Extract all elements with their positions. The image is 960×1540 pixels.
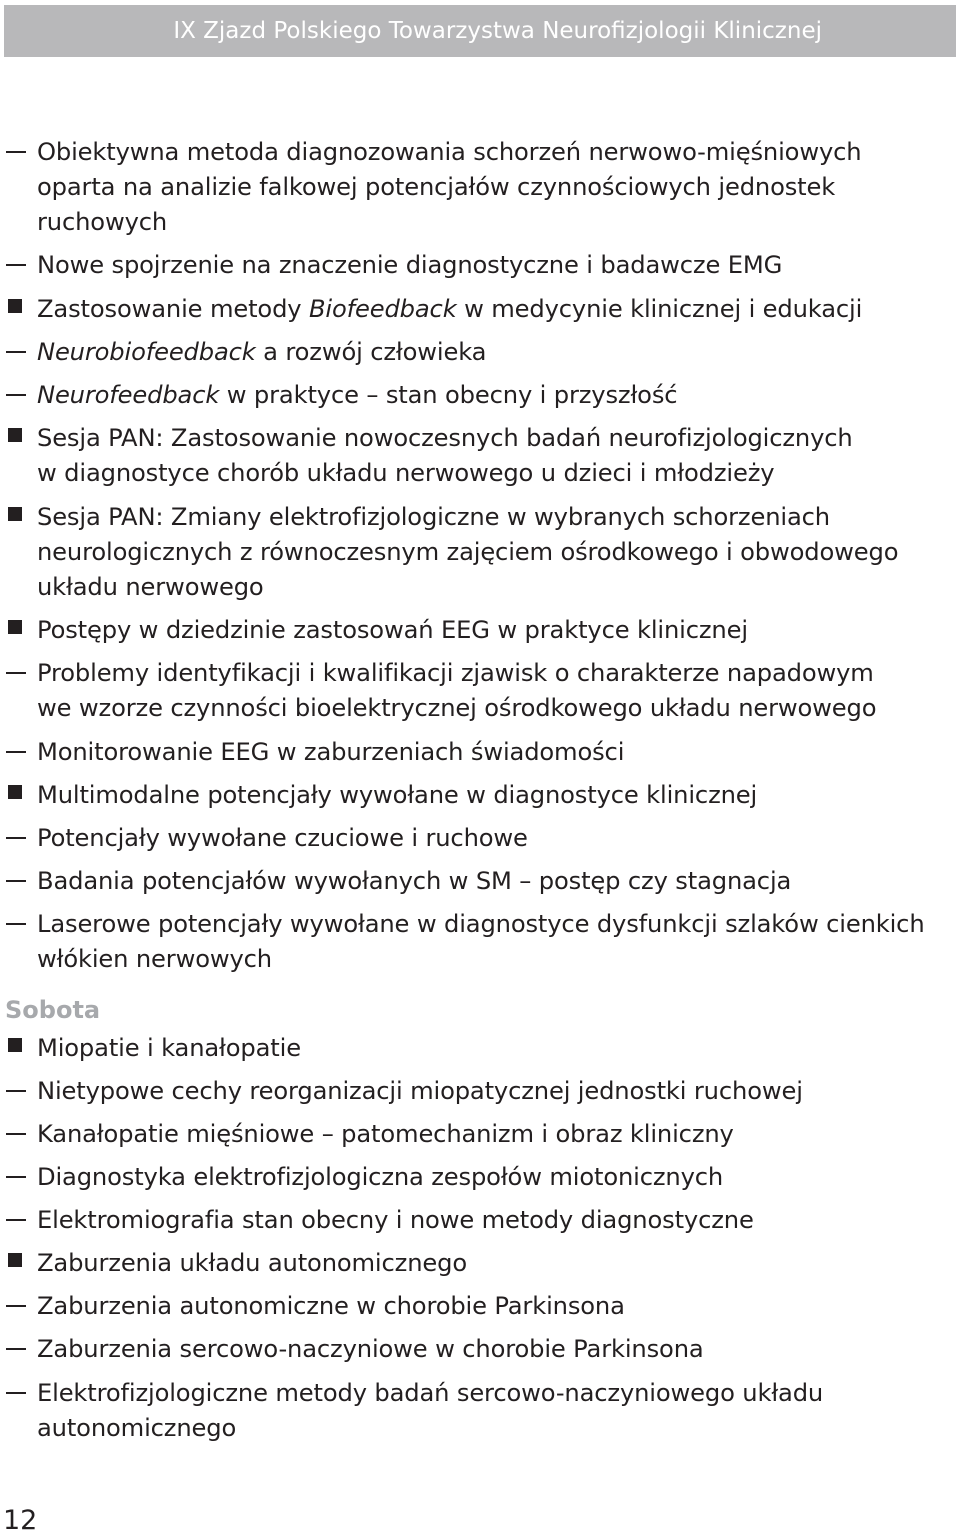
agenda-item-line [37, 135, 952, 170]
dash-bullet-icon [6, 1090, 26, 1092]
text-segment: Badania potencjałów wywołanych w SM – postęp czy stagnacja [37, 867, 792, 895]
dash-bullet-icon [6, 751, 26, 753]
italic-term: Neurofeedback [37, 381, 220, 409]
agenda-item [0, 1289, 960, 1324]
agenda-item [0, 778, 960, 813]
dash-bullet-icon [6, 1305, 26, 1307]
agenda-item-line [37, 456, 952, 491]
agenda-item-line [37, 248, 952, 283]
agenda-item-line [37, 778, 952, 813]
italic-term: Neurobiofeedback [37, 338, 256, 366]
agenda-item-line [37, 821, 952, 856]
agenda-item [0, 292, 960, 327]
text-segment: w diagnostyce chorób układu nerwowego u dzieci i młodzieży [37, 459, 775, 487]
square-bullet-icon [8, 507, 22, 521]
text-segment: a rozwój człowieka [255, 338, 487, 366]
agenda-item [0, 1160, 960, 1195]
agenda-item [0, 735, 960, 770]
dash-bullet-icon [6, 1176, 26, 1178]
text-segment: Zaburzenia autonomiczne w chorobie Parkinsona [37, 1292, 625, 1320]
dash-bullet-icon [6, 264, 26, 266]
dash-bullet-icon [6, 923, 26, 925]
text-segment: neurologicznych z równoczesnym zajęciem ośrodkowego i obwodowego [37, 538, 899, 566]
agenda-item-line [37, 735, 952, 770]
agenda-item [0, 864, 960, 899]
text-segment: Zaburzenia układu autonomicznego [37, 1249, 467, 1277]
page-number: 12 [3, 1505, 38, 1536]
agenda-item-line [37, 1246, 952, 1281]
agenda-item [0, 1117, 960, 1152]
square-bullet-icon [8, 299, 22, 313]
agenda-item [0, 1203, 960, 1238]
agenda-item [0, 1246, 960, 1281]
text-segment: we wzorze czynności bioelektrycznej ośrodkowego układu nerwowego [37, 694, 877, 722]
text-segment: Kanałopatie mięśniowe – patomechanizm i obraz kliniczny [37, 1120, 734, 1148]
square-bullet-icon [8, 428, 22, 442]
agenda-item-line [37, 1117, 952, 1152]
agenda-item [0, 656, 960, 726]
agenda-item [0, 907, 960, 977]
agenda-item-line [37, 613, 952, 648]
text-segment: Sesja PAN: Zastosowanie nowoczesnych badań neurofizjologicznych [37, 424, 853, 452]
dash-bullet-icon [6, 394, 26, 396]
header-title: IX Zjazd Polskiego Towarzystwa Neurofizjologii Klinicznej [173, 18, 822, 44]
dash-bullet-icon [6, 151, 26, 153]
text-segment: oparta na analizie falkowej potencjałów czynnościowych jednostek [37, 173, 836, 201]
agenda-item [0, 135, 960, 240]
text-segment: układu nerwowego [37, 573, 264, 601]
italic-term: Biofeedback [308, 295, 457, 323]
text-segment: Nietypowe cechy reorganizacji miopatycznej jednostki ruchowej [37, 1077, 803, 1105]
agenda-item-line [37, 335, 952, 370]
agenda-item [0, 821, 960, 856]
text-segment: Multimodalne potencjały wywołane w diagnostyce klinicznej [37, 781, 758, 809]
dash-bullet-icon [6, 880, 26, 882]
dash-bullet-icon [6, 672, 26, 674]
agenda-item [0, 421, 960, 491]
agenda-item-line [37, 1031, 952, 1066]
agenda-item [0, 613, 960, 648]
square-bullet-icon [8, 620, 22, 634]
agenda-item [0, 1031, 960, 1066]
agenda-item-line [37, 205, 952, 240]
agenda-item [0, 335, 960, 370]
text-segment: Elektromiografia stan obecny i nowe metody diagnostyczne [37, 1206, 754, 1234]
agenda-item [0, 378, 960, 413]
agenda-item-line [37, 1376, 952, 1411]
text-segment: autonomicznego [37, 1414, 237, 1442]
agenda-item-line [37, 864, 952, 899]
agenda-item-line [37, 656, 952, 691]
agenda-item-line [37, 292, 952, 327]
text-segment: Zaburzenia sercowo-naczyniowe w chorobie Parkinsona [37, 1335, 704, 1363]
text-segment: Postępy w dziedzinie zastosowań EEG w praktyce klinicznej [37, 616, 748, 644]
header-bar [4, 5, 956, 57]
text-segment: Obiektywna metoda diagnozowania schorzeń nerwowo-mięśniowych [37, 138, 862, 166]
agenda-item-line [37, 1203, 952, 1238]
text-segment: w medycynie klinicznej i edukacji [456, 295, 863, 323]
square-bullet-icon [8, 1253, 22, 1267]
text-segment: Diagnostyka elektrofizjologiczna zespołów miotonicznych [37, 1163, 724, 1191]
agenda-item-line [37, 1289, 952, 1324]
agenda-item-line [37, 421, 952, 456]
agenda-item-line [37, 1332, 952, 1367]
agenda-item-line [37, 907, 952, 942]
text-segment: Nowe spojrzenie na znaczenie diagnostyczne i badawcze EMG [37, 251, 783, 279]
agenda-item-line [37, 170, 952, 205]
agenda-item [0, 248, 960, 283]
text-segment: ruchowych [37, 208, 168, 236]
text-segment: Monitorowanie EEG w zaburzeniach świadomości [37, 738, 625, 766]
text-segment: Laserowe potencjały wywołane w diagnostyce dysfunkcji szlaków cienkich [37, 910, 925, 938]
agenda-item-line [37, 1074, 952, 1109]
text-segment: Miopatie i kanałopatie [37, 1034, 301, 1062]
square-bullet-icon [8, 785, 22, 799]
agenda-item-line [37, 1160, 952, 1195]
text-segment: Problemy identyfikacji i kwalifikacji zjawisk o charakterze napadowym [37, 659, 874, 687]
agenda-item-line [37, 942, 952, 977]
section-title: Sobota [5, 996, 101, 1024]
square-bullet-icon [8, 1038, 22, 1052]
agenda-item [0, 500, 960, 605]
text-segment: w praktyce – stan obecny i przyszłość [219, 381, 678, 409]
agenda-item [0, 1074, 960, 1109]
agenda-item-line [37, 691, 952, 726]
dash-bullet-icon [6, 837, 26, 839]
agenda-item [0, 1376, 960, 1446]
agenda-item-line [37, 570, 952, 605]
text-segment: Elektrofizjologiczne metody badań sercowo-naczyniowego układu [37, 1379, 824, 1407]
agenda-item-line [37, 535, 952, 570]
agenda-item [0, 1332, 960, 1367]
dash-bullet-icon [6, 1348, 26, 1350]
agenda-item-line [37, 1411, 952, 1446]
agenda-item-line [37, 378, 952, 413]
dash-bullet-icon [6, 1219, 26, 1221]
text-segment: Sesja PAN: Zmiany elektrofizjologiczne w wybranych schorzeniach [37, 503, 830, 531]
text-segment: Potencjały wywołane czuciowe i ruchowe [37, 824, 528, 852]
dash-bullet-icon [6, 1133, 26, 1135]
text-segment: włókien nerwowych [37, 945, 272, 973]
agenda-item-line [37, 500, 952, 535]
dash-bullet-icon [6, 1392, 26, 1394]
text-segment: Zastosowanie metody [37, 295, 309, 323]
dash-bullet-icon [6, 351, 26, 353]
